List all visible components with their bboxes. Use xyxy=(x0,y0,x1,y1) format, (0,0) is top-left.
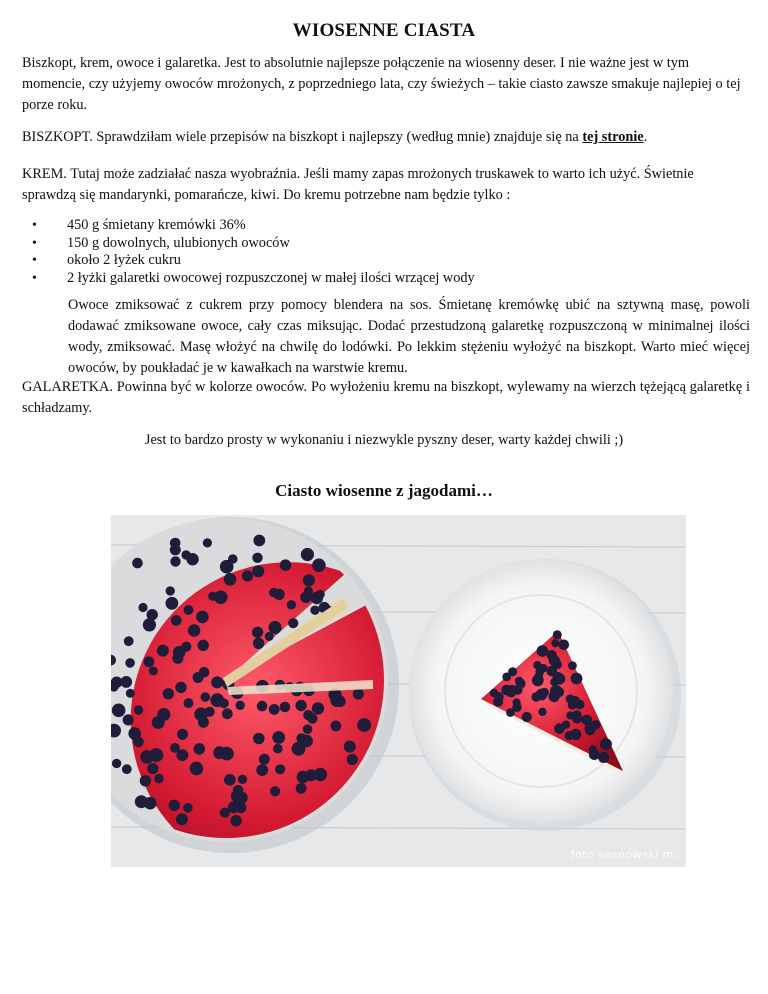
list-item: • około 2 łyżek cukru xyxy=(22,252,722,270)
recipe-link[interactable]: tej stronie xyxy=(582,129,644,145)
galaretka-paragraph: GALARETKA. Powinna być w kolorze owoców. Po wyłożeniu kremu na biszkopt, wylewamy na wierzch tężejącą galaretkę i schładzamy. xyxy=(22,379,750,416)
intro-paragraph: Biszkopt, krem, owoce i galaretka. Jest to absolutnie najlepsze połączenie na wiosenny deser. I nie ważne jest w tym momencie, czy użyjemy owoców mrożonych, z poprzedniego lata, czy świeżych – takie ciasto zawsze smakuje najlepiej o tej porze roku. xyxy=(22,55,741,113)
list-item: • 2 łyżki galaretki owocowej rozpuszczonej w małej ilości wrzącej wody xyxy=(22,270,722,288)
ingredients-list xyxy=(22,217,722,287)
closing-paragraph: Jest to bardzo prosty w wykonaniu i niezwykle pyszny deser, warty każdej chwili ;) xyxy=(144,432,624,448)
list-item: • 150 g dowolnych, ulubionych owoców xyxy=(22,235,722,253)
biszkopt-paragraph xyxy=(22,127,750,148)
section-subtitle: Ciasto wiosenne z jagodami… xyxy=(275,481,493,500)
cake-illustration xyxy=(111,515,686,867)
method-paragraph: Owoce zmiksować z cukrem przy pomocy blendera na sos. Śmietanę kremówkę ubić na sztywną masę, powoli dodawać zmiksowane owoce, cały czas miksując. Dodać przestudzoną galaretkę rozpuszczoną w minimalnej ilości wody, zmiksować. Masę włożyć na chwilę do lodówki. Po lekkim stężeniu wyłożyć na biszkopt. Warto mieć więcej owoców, by poukładać je w kawałkach na warstwie kremu. xyxy=(68,297,750,376)
list-item: • 450 g śmietany kremówki 36% xyxy=(22,217,722,235)
photo-watermark: foto sosnowski m. xyxy=(570,848,678,861)
krem-paragraph: KREM. Tutaj może zadziałać nasza wyobraźnia. Jeśli mamy zapas mrożonych truskawek to warto ich użyć. Świetnie sprawdzą się mandarynki, pomarańcze, kiwi. Do kremu potrzebne nam będzie tylko : xyxy=(22,166,694,203)
biszkopt-text: BISZKOPT. Sprawdziłam wiele przepisów na biszkopt i najlepszy (według mnie) znajduje się na xyxy=(22,129,583,145)
biszkopt-end: . xyxy=(643,129,648,145)
page-title: WIOSENNE CIASTA xyxy=(292,20,476,41)
cake-photo xyxy=(111,515,686,867)
